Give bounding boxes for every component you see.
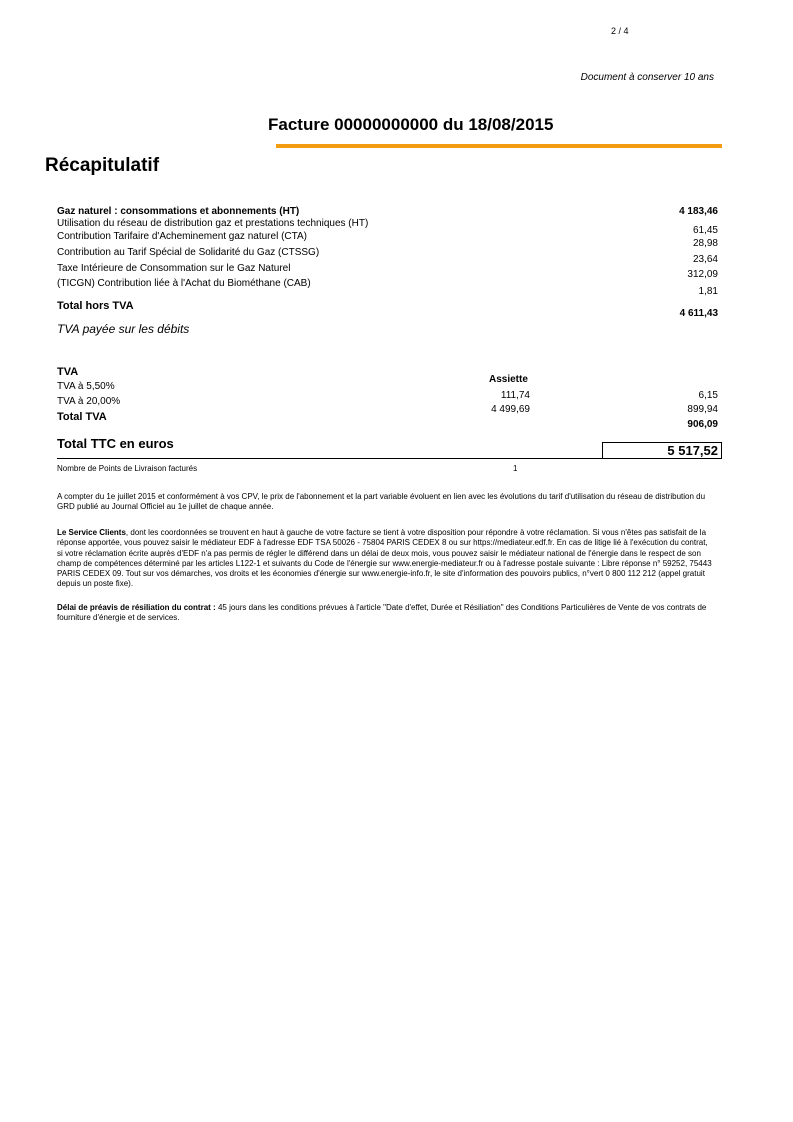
vat-total-label: Total TVA [57,411,107,423]
ttc-label: Total TTC en euros [57,436,174,451]
consumption-line-value: 1,81 [698,286,718,297]
consumption-line-value: 312,09 [687,269,718,280]
consumption-header-value: 4 183,46 [679,206,718,217]
termination-notice-paragraph [57,603,713,624]
vat-row-base: 4 499,69 [491,404,530,415]
ttc-value: 5 517,52 [667,443,718,458]
consumption-line-label: (TICGN) Contribution liée à l'Achat du Biométhane (CAB) [57,278,311,289]
service-clients-text: , dont les coordonnées se trouvent en haut à gauche de votre facture se tient à votre disposition pour répondre à votre réclamation. Si vous n'êtes pas satisfait de la réponse apportée, vous pouvez saisir le médiateur EDF à l'adresse EDF TSA 50026 - 75804 PARIS CEDEX 8 ou sur https://mediateur.edf.fr. En cas de litige lié à l'exécution du contrat, si votre réclamation écrite auprès d'EDF n'a pas permis de régler le différend dans un délai de deux mois, vous pouvez saisir le médiateur national de l'énergie dans le respect de son champ de compétences déterminé par les articles L122-1 et suivants du Code de l'énergie sur www.energie-mediateur.fr ou à l'adresse postale suivante : Libre réponse n° 59252, 75443 PARIS CEDEX 09. Tout sur vos démarches, vos droits et les économies d'énergie sur www.energie-info.fr, le site d'information des pouvoirs publics, n°vert 0 800 112 212 (appel gratuit depuis un poste fixe). [57,528,712,589]
total-ht-value: 4 611,43 [679,308,718,319]
consumption-line-label: Taxe Intérieure de Consommation sur le Gaz Naturel [57,263,291,274]
service-clients-paragraph [57,528,713,590]
vat-note: TVA payée sur les débits [57,322,190,336]
consumption-header-label: Gaz naturel : consommations et abonnements (HT) [57,206,300,217]
vat-title: TVA [57,366,79,378]
service-clients-label: Le Service Clients [57,528,126,537]
vat-row-value: 899,94 [687,404,718,415]
vat-row-label: TVA à 20,00% [57,396,121,407]
termination-notice-label: Délai de préavis de résiliation du contrat : [57,603,216,612]
tariff-notice: A compter du 1e juillet 2015 et conformément à vos CPV, le prix de l'abonnement et la part variable évoluent en lien avec les évolutions du tarif d'utilisation du réseau de distribution du GRD publié au Journal Officiel au 1e juillet de chaque année. [57,492,706,512]
section-title: Récapitulatif [45,155,160,176]
vat-total-value: 906,09 [687,419,718,430]
page-number: 2 / 4 [611,26,629,36]
ttc-divider [57,458,603,459]
delivery-points-value: 1 [513,464,518,473]
vat-row-value: 6,15 [698,390,718,401]
total-ht-label: Total hors TVA [57,300,134,312]
vat-row-base: 111,74 [500,390,530,401]
vat-base-header: Assiette [489,374,528,385]
consumption-line-label: Contribution au Tarif Spécial de Solidarité du Gaz (CTSSG) [57,247,320,258]
consumption-line-value: 28,98 [692,238,718,249]
delivery-points-label: Nombre de Points de Livraison facturés [57,464,198,473]
vat-row-label: TVA à 5,50% [57,381,115,392]
invoice-title: Facture 00000000000 du 18/08/2015 [268,115,554,134]
consumption-line-value: 23,64 [692,254,718,265]
consumption-line-label: Contribution Tarifaire d'Acheminement gaz naturel (CTA) [57,231,307,242]
consumption-line-label: Utilisation du réseau de distribution gaz et prestations techniques (HT) [57,218,369,229]
title-underline [276,144,722,148]
consumption-line-value: 61,45 [692,225,718,236]
retention-notice: Document à conserver 10 ans [580,72,714,83]
termination-notice-text: 45 jours dans les conditions prévues à l'article "Date d'effet, Durée et Résiliation" des Conditions Particulières de Vente de vos contrats de fourniture d'énergie et de services. [57,603,707,623]
